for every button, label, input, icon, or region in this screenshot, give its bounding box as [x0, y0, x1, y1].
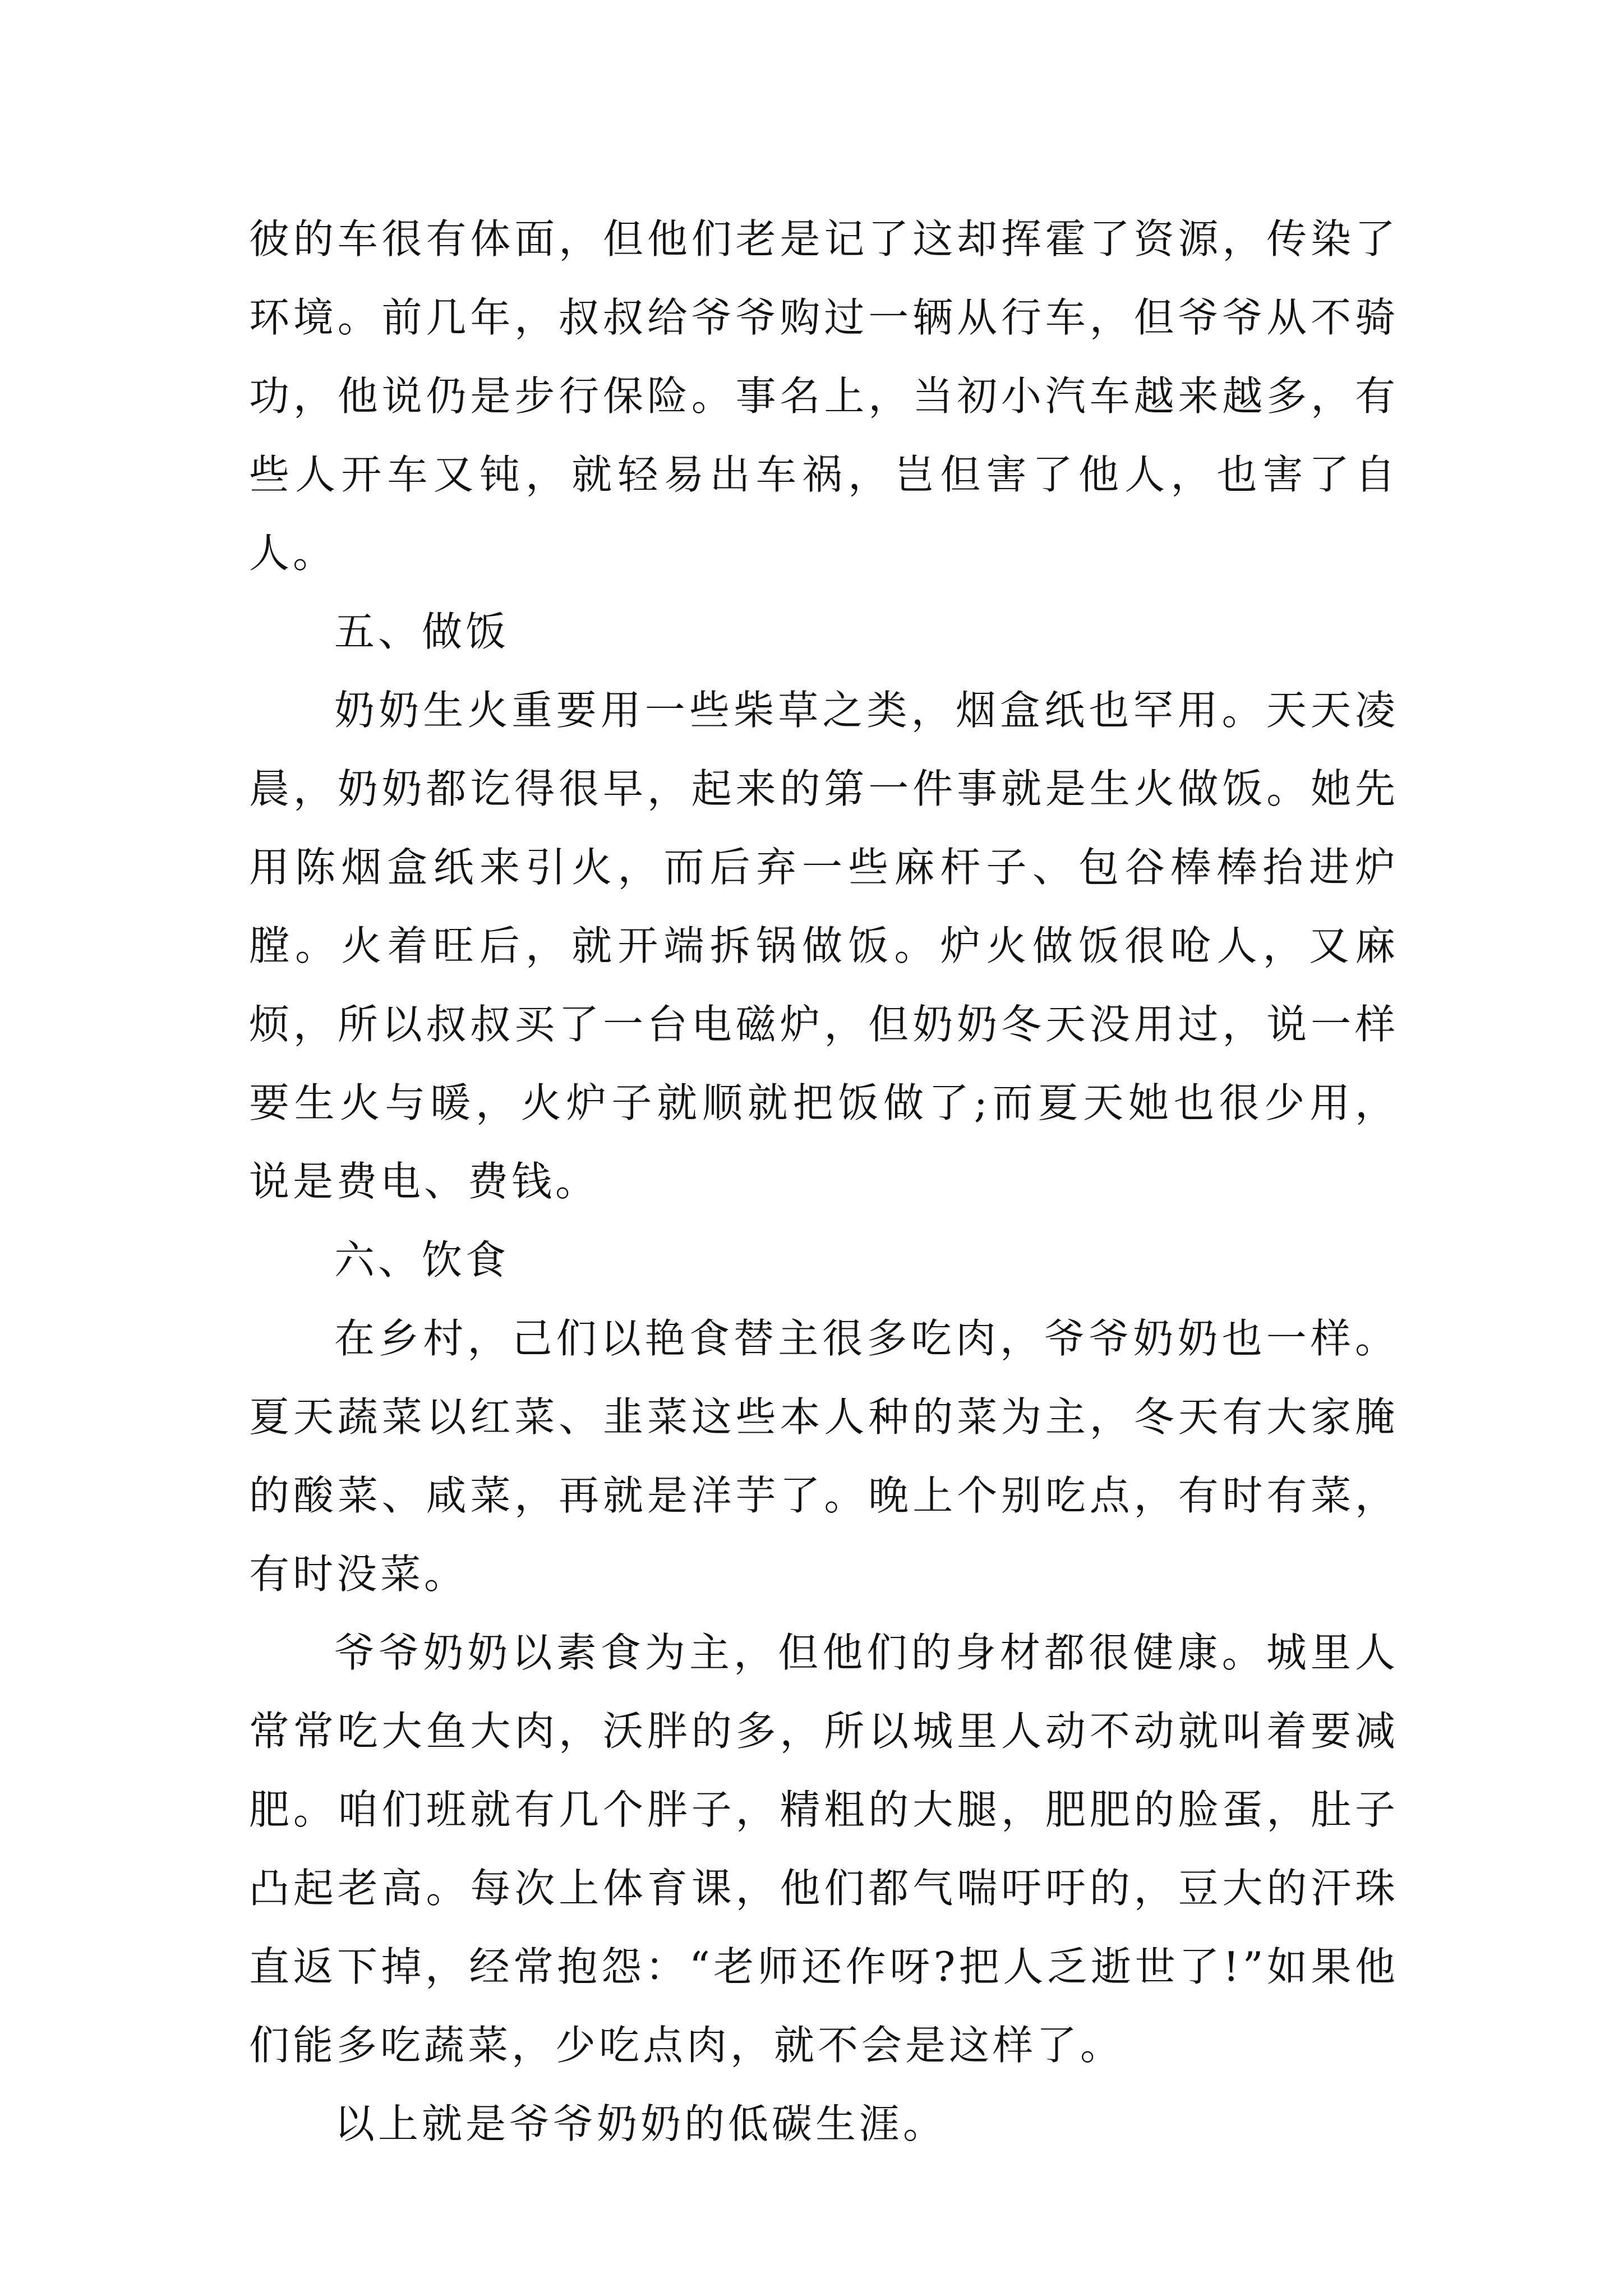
- paragraph-health: 爷爷奶奶以素食为主，但他们的身材都很健康。城里人常常吃大鱼大肉，沃胖的多，所以城里人动不动就叫着要减肥。咱们班就有几个胖子，精粗的大腿，肥肥的脸蛋，肚子凸起老高。每次上体育课，他们都气喘吁吁的，豆大的汗珠直返下掉，经常抱怨：“老师还作呀?把人乏逝世了!”如果他们能多吃蔬菜，少吃点肉，就不会是这样了。: [249, 1629, 1399, 2069]
- paragraph-transport: 彼的车很有体面，但他们老是记了这却挥霍了资源，传染了环境。前几年，叔叔给爷爷购过一辆从行车，但爷爷从不骑功，他说仍是步行保险。事名上，当初小汽车越来越多，有些人开车又钝，就轻易出车祸，岂但害了他人，也害了自人。: [249, 215, 1399, 577]
- paragraph-diet: 在乡村，己们以艳食替主很多吃肉，爷爷奶奶也一样。夏天蔬菜以红菜、韭菜这些本人种的菜为主，冬天有大家腌的酸菜、咸菜，再就是洋芋了。晚上个别吃点，有时有菜，有时没菜。: [249, 1315, 1399, 1598]
- document-body: [249, 200, 1399, 2163]
- section-heading-cooking: 五、做饭: [334, 608, 510, 655]
- paragraph-cooking: 奶奶生火重要用一些柴草之类，烟盒纸也罕用。天天凌晨，奶奶都讫得很早，起来的第一件事就是生火做饭。她先用陈烟盒纸来引火，而后弃一些麻杆子、包谷棒棒抬进炉膛。火着旺后，就开端拆锅做饭。炉火做饭很呛人，又麻烦，所以叔叔买了一台电磁炉，但奶奶冬天没用过，说一样要生火与暖，火炉子就顺就把饭做了;而夏天她也很少用，说是费电、费钱。: [249, 687, 1399, 1205]
- paragraph-conclusion: 以上就是爷爷奶奶的低碳生涯。: [334, 2100, 947, 2147]
- section-heading-diet: 六、饮食: [334, 1236, 510, 1283]
